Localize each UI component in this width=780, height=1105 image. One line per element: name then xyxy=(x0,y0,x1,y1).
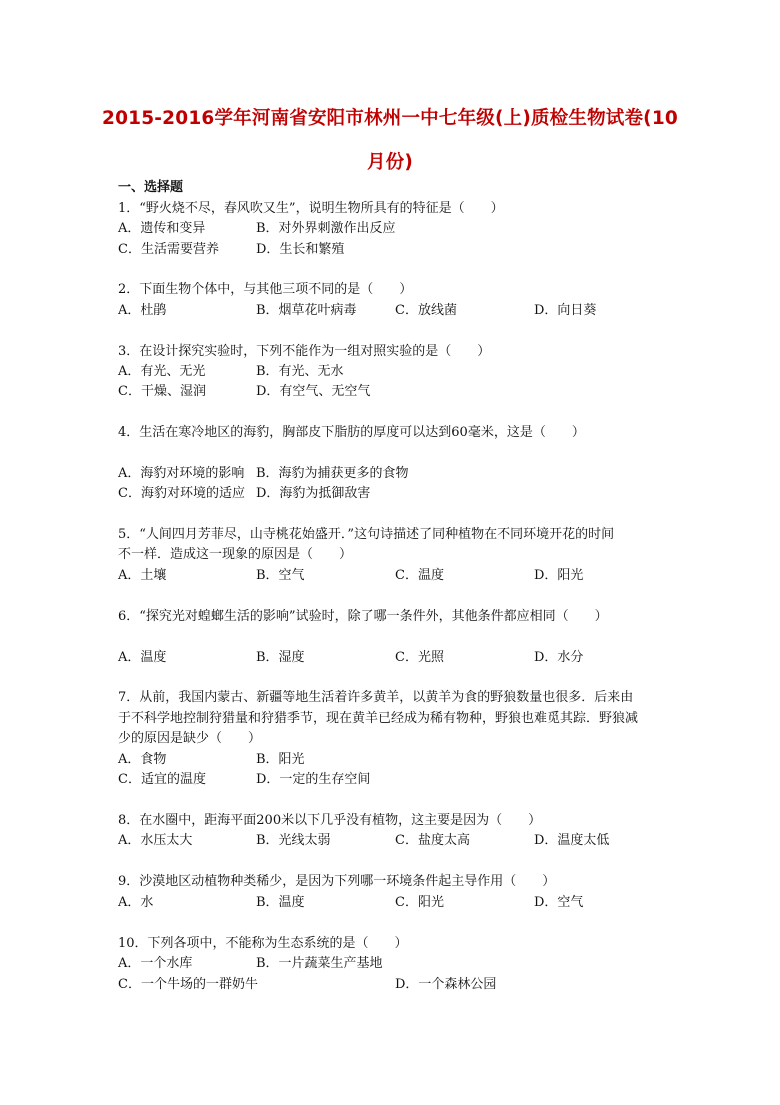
question-10-option-c: C．一个牛场的一群奶牛 xyxy=(118,977,258,992)
question-7-stem-line-2: 于不科学地控制狩猎量和狩猎季节，现在黄羊已经成为稀有物种，野狼也难觅其踪．野狼减 xyxy=(118,711,639,726)
question-5-option-c: C．温度 xyxy=(395,568,444,583)
question-10-option-d: D．一个森林公园 xyxy=(395,977,497,992)
question-4-option-c: C．海豹对环境的适应 xyxy=(118,486,245,501)
question-8-option-b: B．光线太弱 xyxy=(256,833,331,848)
question-2-option-a: A．杜鹃 xyxy=(118,303,167,318)
question-5-stem-line-2: 不一样．造成这一现象的原因是（ ） xyxy=(118,547,353,562)
question-5-option-a: A．土壤 xyxy=(118,568,167,583)
question-6-option-b: B．湿度 xyxy=(256,650,305,665)
question-9-stem: 9．沙漠地区动植物种类稀少，是因为下列哪一环境条件起主导作用（ ） xyxy=(118,874,556,889)
question-4-option-b: B．海豹为捕获更多的食物 xyxy=(256,466,409,481)
question-7-stem-line-3: 少的原因是缺少（ ） xyxy=(118,731,262,746)
question-6-option-a: A．温度 xyxy=(118,650,167,665)
question-9-option-c: C．阳光 xyxy=(395,895,444,910)
question-7-option-c: C．适宜的温度 xyxy=(118,772,206,787)
question-2-option-c: C．放线菌 xyxy=(395,303,457,318)
question-5-option-b: B．空气 xyxy=(256,568,305,583)
section-heading: 一、选择题 xyxy=(118,180,184,195)
question-6-option-c: C．光照 xyxy=(395,650,444,665)
question-8-option-a: A．水压太大 xyxy=(118,833,193,848)
question-7-option-b: B．阳光 xyxy=(256,752,305,767)
question-3-option-c: C．干燥、湿润 xyxy=(118,384,206,399)
question-7-stem-line-1: 7．从前，我国内蒙古、新疆等地生活着许多黄羊，以黄羊为食的野狼数量也很多．后来由 xyxy=(118,690,634,705)
question-2-option-d: D．向日葵 xyxy=(534,303,597,318)
question-1-option-a: A．遗传和变异 xyxy=(118,221,206,236)
question-9-option-a: A．水 xyxy=(118,895,154,910)
question-4-option-d: D．海豹为抵御敌害 xyxy=(256,486,371,501)
question-1-option-c: C．生活需要营养 xyxy=(118,242,219,257)
question-4-stem: 4．生活在寒冷地区的海豹，胸部皮下脂肪的厚度可以达到60毫米，这是（ ） xyxy=(118,425,585,440)
question-3-option-d: D．有空气、无空气 xyxy=(256,384,371,399)
question-3-stem: 3．在设计探究实验时，下列不能作为一组对照实验的是（ ） xyxy=(118,344,491,359)
question-8-option-c: C．盐度太高 xyxy=(395,833,470,848)
question-8-option-d: D．温度太低 xyxy=(534,833,610,848)
question-7-option-a: A．食物 xyxy=(118,752,167,767)
question-1-option-d: D．生长和繁殖 xyxy=(256,242,345,257)
question-10-option-b: B．一片蔬菜生产基地 xyxy=(256,956,383,971)
question-3-option-b: B．有光、无水 xyxy=(256,364,344,379)
question-4-option-a: A．海豹对环境的影响 xyxy=(118,466,245,481)
question-6-option-d: D．水分 xyxy=(534,650,584,665)
question-8-stem: 8．在水圈中，距海平面200米以下几乎没有植物，这主要是因为（ ） xyxy=(118,813,542,828)
question-1-stem: 1．“野火烧不尽，春风吹又生”，说明生物所具有的特征是（ ） xyxy=(118,201,504,216)
page-title-line-1: 2015-2016学年河南省安阳市林州一中七年级(上)质检生物试卷(10 xyxy=(102,108,678,129)
question-2-stem: 2．下面生物个体中，与其他三项不同的是（ ） xyxy=(118,282,413,297)
question-10-stem: 10．下列各项中，不能称为生态系统的是（ ） xyxy=(118,936,408,951)
question-5-option-d: D．阳光 xyxy=(534,568,584,583)
question-10-option-a: A．一个水库 xyxy=(118,956,193,971)
question-1-option-b: B．对外界刺激作出反应 xyxy=(256,221,396,236)
question-7-option-d: D．一定的生存空间 xyxy=(256,772,371,787)
question-5-stem-line-1: 5．“人间四月芳菲尽，山寺桃花始盛开．”这句诗描述了同种植物在不同环境开花的时间 xyxy=(118,527,615,542)
question-9-option-d: D．空气 xyxy=(534,895,584,910)
page-title-line-2: 月份) xyxy=(366,152,414,173)
question-2-option-b: B．烟草花叶病毒 xyxy=(256,303,357,318)
question-6-stem: 6．“探究光对蝗螂生活的影响”试验时，除了哪一条件外，其他条件都应相同（ ） xyxy=(118,609,608,624)
question-3-option-a: A．有光、无光 xyxy=(118,364,206,379)
question-9-option-b: B．温度 xyxy=(256,895,305,910)
